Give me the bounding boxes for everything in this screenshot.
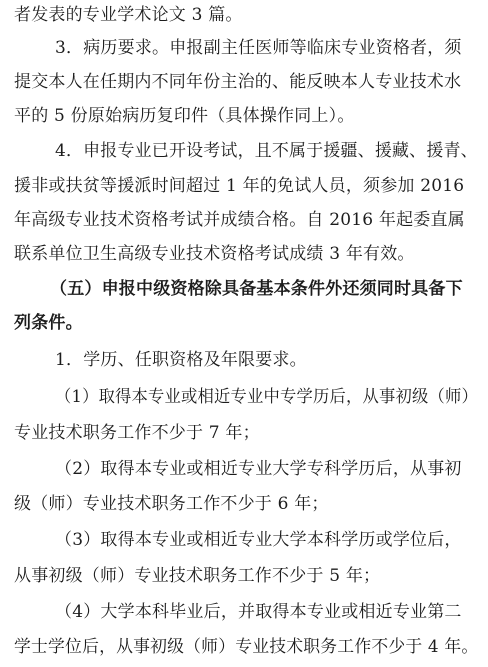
text-line: 3．病历要求。申报副主任医师等临床专业资格者，须 bbox=[55, 38, 462, 58]
section-heading-line: 列条件。 bbox=[14, 313, 83, 333]
text-line: 1．学历、任职资格及年限要求。 bbox=[55, 350, 307, 370]
text-line: （3）取得本专业或相近专业大学本科学历或学位后， bbox=[55, 530, 462, 550]
text-line: 者发表的专业学术论文 3 篇。 bbox=[14, 5, 243, 25]
text-line: 援非或扶贫等援派时间超过 1 年的免试人员，须参加 2016 bbox=[14, 176, 465, 196]
text-line: 从事初级（师）专业技术职务工作不少于 5 年； bbox=[14, 566, 381, 586]
text-line: 级（师）专业技术职务工作不少于 6 年； bbox=[14, 494, 329, 514]
text-line: （4）大学本科毕业后，并取得本专业或相近专业第二 bbox=[55, 602, 462, 622]
text-line: 专业技术职务工作不少于 7 年； bbox=[14, 423, 260, 443]
text-line: 平的 5 份原始病历复印件（具体操作同上）。 bbox=[14, 106, 355, 126]
text-line: 年高级专业技术资格考试并成绩合格。自 2016 年起委直属 bbox=[14, 210, 465, 230]
text-line: 联系单位卫生高级专业技术资格考试成绩 3 年有效。 bbox=[14, 244, 415, 264]
text-line: 提交本人在任期内不同年份主治的、能反映本人专业技术水 bbox=[14, 72, 462, 92]
text-line: 学士学位后，从事初级（师）专业技术职务工作不少于 4 年。 bbox=[14, 637, 479, 657]
text-line: （1）取得本专业或相近专业中专学历后，从事初级（师） bbox=[55, 387, 479, 407]
text-line: 4．申报专业已开设考试，且不属于援疆、援藏、援青、 bbox=[55, 141, 478, 161]
section-heading-line: （五）申报中级资格除具备基本条件外还须同时具备下 bbox=[50, 279, 463, 299]
text-line: （2）取得本专业或相近专业大学专科学历后，从事初 bbox=[55, 459, 462, 479]
